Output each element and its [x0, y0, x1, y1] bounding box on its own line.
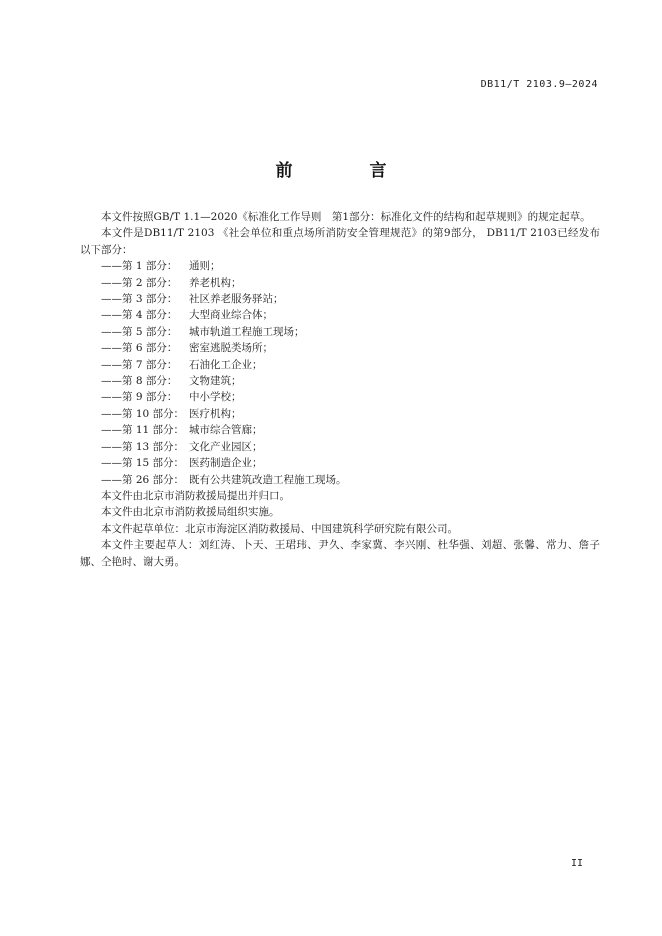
list-item [80, 472, 600, 488]
part-name: 社区养老服务驿站； [189, 293, 284, 306]
paragraph-drafters: 本文件主要起草人：刘红涛、卜天、王珺玮、尹久、李家冀、李兴刚、杜华强、刘超、张馨、常力、詹子娜、仝艳时、谢大勇。 [80, 539, 600, 568]
list-item [80, 439, 600, 455]
part-label: ——第 7 部分： [101, 358, 178, 371]
list-item [80, 275, 600, 291]
part-label: ——第 11 部分： [101, 424, 185, 437]
parts-list [80, 258, 600, 488]
part-label: ——第 15 部分： [101, 457, 185, 470]
list-item [80, 422, 600, 438]
part-label: ——第 6 部分： [101, 342, 178, 355]
part-name: 密室逃脱类场所； [189, 342, 273, 355]
list-item [80, 357, 600, 373]
page-number: II [570, 858, 583, 869]
paragraph-drafting-basis: 本文件按照GB/T 1.1—2020《标准化工作导则 第1部分：标准化文件的结构和起草规则》的规定起草。 [101, 211, 591, 223]
list-item [80, 340, 600, 356]
part-name: 医药制造企业； [189, 457, 263, 470]
paragraph-implementer: 本文件由北京市消防救援局组织实施。 [101, 506, 280, 519]
page-title: 前 言 [275, 161, 417, 181]
list-item [80, 258, 600, 274]
part-label: ——第 3 部分： [101, 293, 178, 306]
part-label: ——第 5 部分： [101, 325, 178, 338]
part-label: ——第 1 部分： [101, 260, 178, 273]
part-name: 石油化工企业； [189, 358, 263, 371]
part-name: 通则； [189, 260, 221, 273]
part-label: ——第 8 部分： [101, 375, 178, 388]
part-name: 城市轨道工程施工现场； [189, 325, 305, 338]
paragraph-proposer: 本文件由北京市消防救援局提出并归口。 [101, 489, 290, 502]
part-name: 中小学校； [189, 391, 242, 404]
paragraph-drafting-units: 本文件起草单位：北京市海淀区消防救援局、中国建筑科学研究院有限公司。 [101, 522, 458, 535]
part-name: 城市综合管廊； [189, 424, 263, 437]
part-name: 文物建筑； [189, 375, 242, 388]
part-label: ——第 13 部分： [101, 440, 185, 453]
list-item [80, 291, 600, 307]
part-name: 文化产业园区； [189, 440, 263, 453]
part-name: 既有公共建筑改造工程施工现场。 [189, 473, 347, 486]
foreword-body [80, 209, 600, 570]
list-item [80, 324, 600, 340]
list-item [80, 389, 600, 405]
part-label: ——第 26 部分： [101, 473, 185, 486]
part-label: ——第 9 部分： [101, 391, 178, 404]
list-item [80, 455, 600, 471]
part-label: ——第 10 部分： [101, 407, 185, 420]
list-item [80, 307, 600, 323]
part-name: 医疗机构； [189, 407, 242, 420]
part-label: ——第 2 部分： [101, 276, 178, 289]
list-item [80, 373, 600, 389]
paragraph-series-intro: 本文件是DB11/T 2103 《社会单位和重点场所消防安全管理规范》的第9部分， DB11/T 2103已经发布以下部分： [80, 227, 600, 256]
part-name: 养老机构； [189, 276, 242, 289]
part-label: ——第 4 部分： [101, 309, 178, 322]
list-item [80, 406, 600, 422]
part-name: 大型商业综合体； [189, 309, 273, 322]
document-code: DB11/T 2103.9—2024 [480, 79, 598, 90]
